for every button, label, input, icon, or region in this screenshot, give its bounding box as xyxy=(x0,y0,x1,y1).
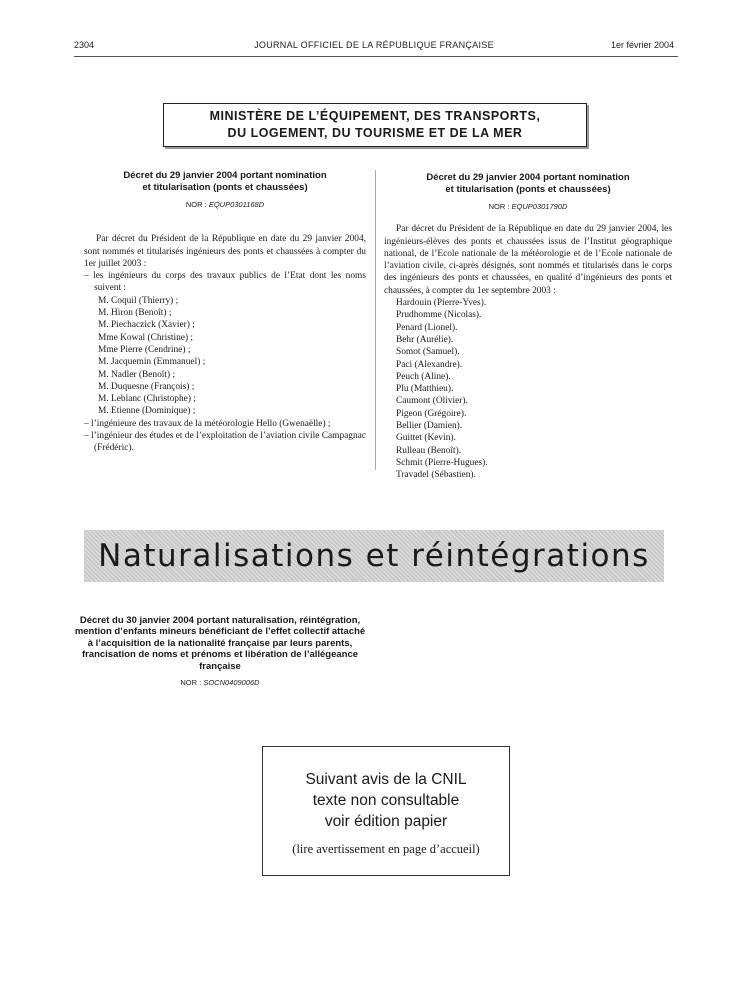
decree-title xyxy=(384,172,672,195)
decree-title-line: Décret du 29 janvier 2004 portant nomination xyxy=(426,172,630,183)
nor-code: EQUP0301790D xyxy=(511,202,568,211)
list-item: Somot (Samuel). xyxy=(396,347,460,358)
page-header xyxy=(0,40,748,56)
ministry-heading xyxy=(163,103,587,147)
nor-label: NOR : xyxy=(185,200,207,209)
column-divider xyxy=(375,170,376,470)
list-item: M. Hiron (Benoît) ; xyxy=(98,308,172,319)
decree-left xyxy=(84,170,366,455)
list-item: Behr (Aurélie). xyxy=(396,334,454,345)
nor-code: SOCN0409006D xyxy=(203,678,260,687)
decree-title-line: et titularisation (ponts et chaussées) xyxy=(142,181,308,193)
naturalisation-decree-title: Décret du 30 janvier 2004 portant naturalisation, réintégration, mention d’enfants mineurs bénéficiant de l’effet collectif attaché à l’acquisition de la nationalité française par leurs parents, francisation de noms et prénoms et libération de l’allégeance française xyxy=(74,615,366,672)
nor-label: NOR : xyxy=(488,202,510,211)
list-item: Travadel (Sébastien). xyxy=(396,470,476,481)
list-item: Bellier (Damien). xyxy=(396,421,463,432)
nor-reference xyxy=(74,678,366,687)
list-item: M. Piechaczick (Xavier) ; xyxy=(98,320,195,331)
cnil-line-3: voir édition papier xyxy=(324,813,448,830)
list-item: Mme Pierre (Cendrine) ; xyxy=(98,344,191,355)
list-item: M. Leblanc (Christophe) ; xyxy=(98,394,196,405)
list-item: Rulleau (Benoît). xyxy=(396,445,462,456)
list-item: Prudhomme (Nicolas). xyxy=(396,310,482,321)
cnil-notice xyxy=(262,746,510,876)
cnil-line-2: texte non consultable xyxy=(312,792,460,809)
list-item: Hardouin (Pierre-Yves). xyxy=(396,298,487,309)
issue-date: 1er février 2004 xyxy=(610,40,674,50)
section-banner: Naturalisations et réintégrations xyxy=(84,530,664,582)
nor-code: EQUP0301168D xyxy=(208,200,265,209)
list-item: M. Nadler (Benoît) ; xyxy=(98,369,176,380)
list-item: Penard (Lionel). xyxy=(396,322,458,333)
cnil-line-1: Suivant avis de la CNIL xyxy=(305,771,467,788)
decree-intro: Par décret du Président de la République en date du 29 janvier 2004, sont nommés et titularisés ingénieurs des ponts et chaussées à compter du 1er juillet 2003 : xyxy=(84,234,366,269)
nor-reference xyxy=(84,199,366,211)
list-item: Schmit (Pierre-Hugues). xyxy=(396,457,488,468)
list-item: M. Jacquemin (Emmanuel) ; xyxy=(98,357,206,368)
journal-title: JOURNAL OFFICIEL DE LA RÉPUBLIQUE FRANÇAISE xyxy=(254,40,494,50)
list-item: Plu (Matthieu). xyxy=(396,384,454,395)
decree-title-line: et titularisation (ponts et chaussées) xyxy=(445,183,611,195)
list-item: Guittet (Kevin). xyxy=(396,433,456,444)
list-item: M. Etienne (Dominique) ; xyxy=(98,406,196,417)
list-item: Paci (Alexandre). xyxy=(396,359,463,370)
nor-label: NOR : xyxy=(180,678,202,687)
ministry-line-1: MINISTÈRE DE L’ÉQUIPEMENT, DES TRANSPORTS, xyxy=(209,109,541,123)
decree-right xyxy=(384,172,672,482)
decree-title xyxy=(84,170,366,193)
header-rule xyxy=(74,56,678,57)
list-item: Peuch (Aline). xyxy=(396,371,451,382)
decree-item: – l’ingénieure des travaux de la météorologie Hello (Gwenaëlle) ; xyxy=(84,418,331,429)
page-number: 2304 xyxy=(74,40,95,50)
list-item: Mme Kowal (Christine) ; xyxy=(98,332,194,343)
list-item: M. Duquesne (François) ; xyxy=(98,381,195,392)
nor-reference xyxy=(384,201,672,213)
list-item: Pigeon (Grégoire). xyxy=(396,408,467,419)
list-item: Caumont (Olivier). xyxy=(396,396,468,407)
decree-item: – les ingénieurs du corps des travaux publics de l’Etat dont les noms suivent : xyxy=(84,271,366,294)
decree-intro: Par décret du Président de la République en date du 29 janvier 2004, les ingénieurs-élèves des ponts et chaussées issus de l’Institut géographique national, de l’Ecole nationale de la météorologie et de l’Ecole nationale de l’aviation civile, ci-après désignés, sont nommés et titularisés dans le corps des ingénieurs des ponts et chaussées, en qualité d’ingénieurs des ponts et chaussées, à compter du 1er septembre 2003 : xyxy=(384,224,672,296)
list-item: M. Coquil (Thierry) ; xyxy=(98,295,179,306)
ministry-line-2: DU LOGEMENT, DU TOURISME ET DE LA MER xyxy=(227,126,523,140)
decree-title-line: Décret du 29 janvier 2004 portant nomination xyxy=(123,170,327,181)
cnil-line-4: (lire avertissement en page d’accueil) xyxy=(292,842,480,856)
decree-item: – l’ingénieur des études et de l’exploitation de l’aviation civile Campagnac (Frédéric). xyxy=(84,431,366,454)
